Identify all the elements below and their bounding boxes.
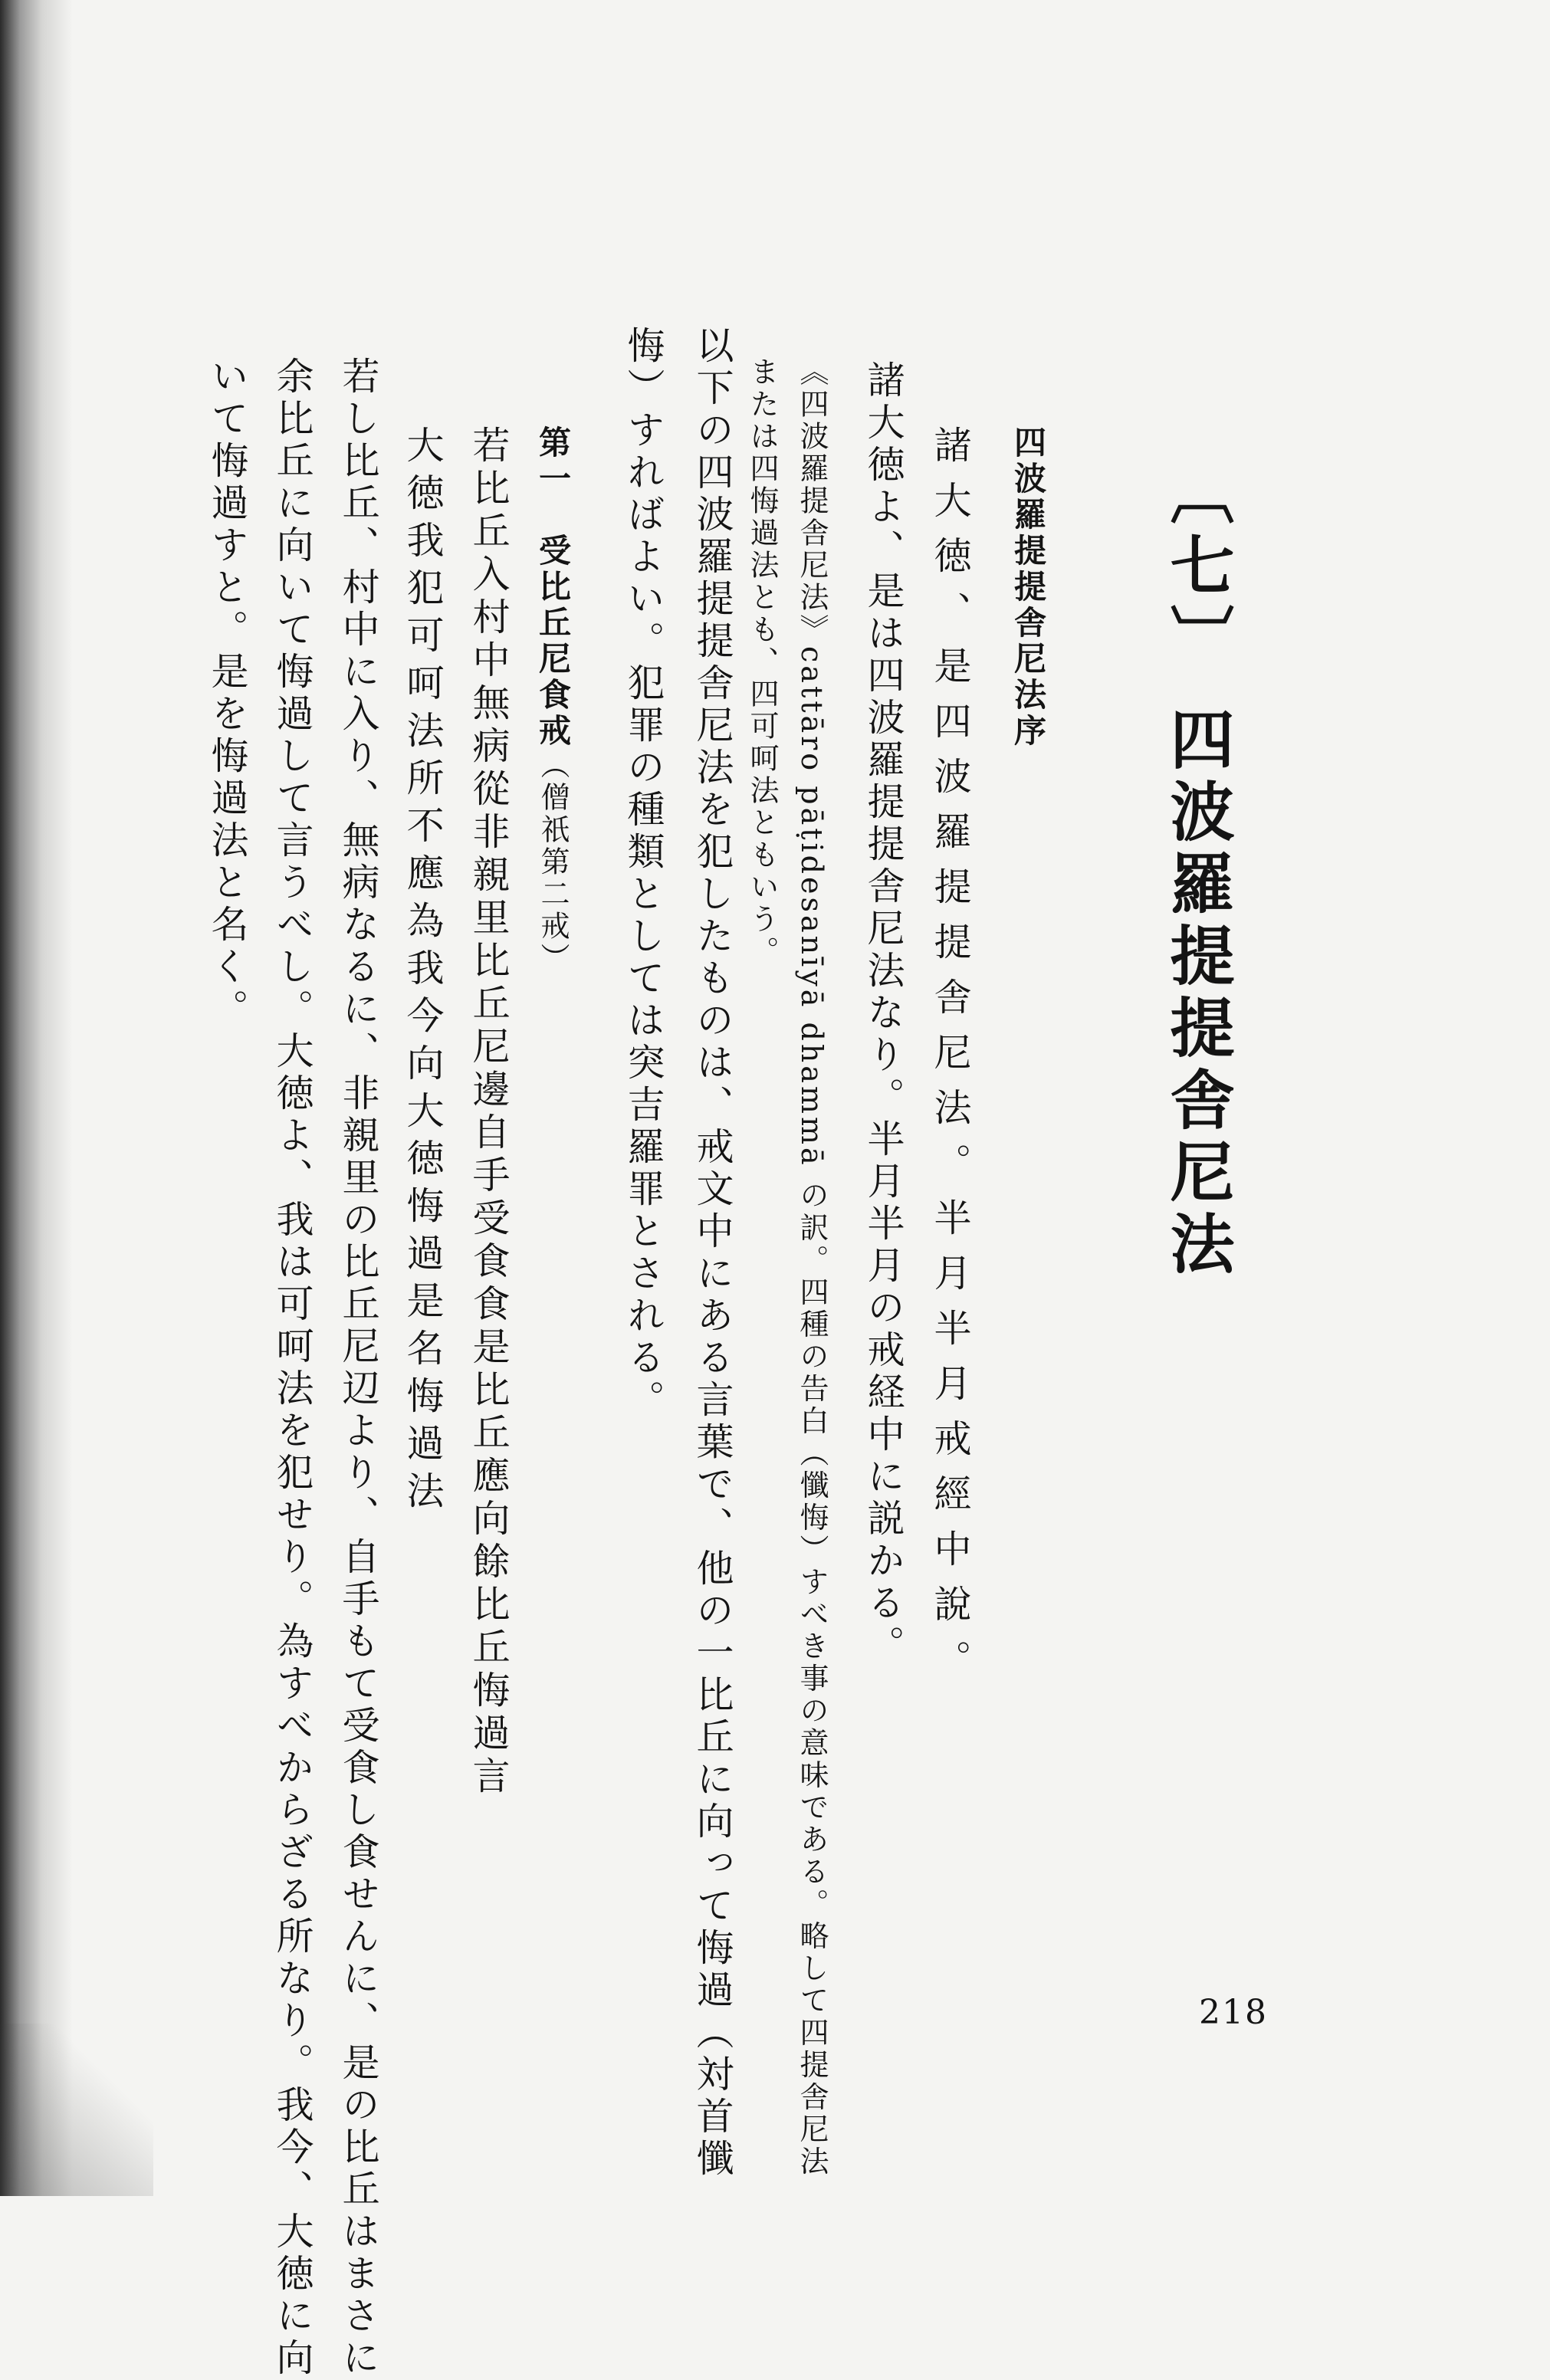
rule-heading-title: 第一 受比丘尼食戒 [534,425,572,750]
page-number: 218 [1199,1993,1268,2032]
rule-reading-line-2: 余比丘に向いて悔過して言うべし。大徳よ、我は可呵法を犯せり。為すべからざる所なり。我今、大徳に向 [271,356,314,2380]
explanation-line-2: 悔）すればよい。犯罪の種類としては突吉羅罪とされる。 [622,326,665,1422]
scanned-page-corner-shadow [0,2024,153,2196]
explanation-line-1: 以下の四波羅提提舎尼法を犯したものは、戒文中にある言葉で、他の一比丘に向って悔過（対首懺 [691,326,734,2181]
rule-classical-line-1: 若比丘入村中無病從非親里比丘尼邊自手受食食是比丘應向餘比丘悔過言 [467,425,511,1799]
note-line-2: または四悔過法とも、四可呵法ともいう。 [745,356,779,968]
rule-source-note: （僧祇第二戒） [536,750,570,975]
precept-reading-text: 諸大徳よ、是は四波羅提提舎尼法なり。半月半月の戒経中に説かる。 [862,360,905,1667]
rule-classical-line-2: 大徳我犯可呵法所不應為我今向大徳悔過是名悔過法 [401,425,445,1518]
chapter-title: 〔七〕 四波羅提提舎尼法 [1160,460,1236,1283]
note-line-1: 《四波羅提舎尼法》cattāro pāṭidesanīyā dhammā の訳。四種の告白（懺悔）すべき事の意味である。略して四提舎尼法 [795,356,829,2178]
rule-reading-line-3: いて悔過すと。是を悔過法と名く。 [205,356,249,1031]
section-title: 四波羅提提舎尼法序 [1010,425,1047,750]
rule-reading-line-1: 若し比丘、村中に入り、無病なるに、非親里の比丘尼辺より、自手もて受食し食せんに、是の比丘はまさに [337,356,380,2380]
scanned-page-edge-shadow [0,0,73,2196]
rule-heading [534,425,572,975]
precept-classical-text: 諸大徳、是四波羅提提舎尼法。半月半月戒經中說。 [928,425,972,1695]
